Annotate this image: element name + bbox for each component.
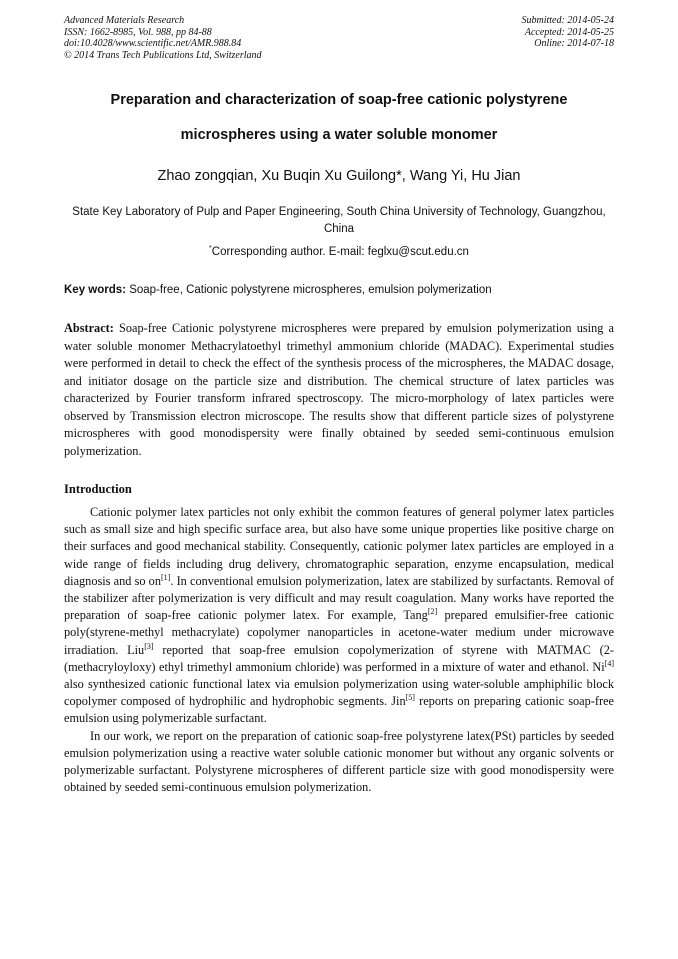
paper-title-line-2: microspheres using a water soluble monomer <box>180 127 498 143</box>
intro-text: Cationic polymer latex particles not only exhibit the common features of general polymer latex particles such as small size and high specific surface area, but also have some unique properties like positive charge on their surfaces and good mechanical stability. Consequently, cationic polymer latex particles are employed in a wide range of fields including drug delivery, chromatographic separation, enzyme encapsulation, medical diagnosis and so on <box>64 505 614 588</box>
citation-ref[interactable]: [2] <box>427 607 438 617</box>
section-heading-introduction: Introduction <box>64 482 132 496</box>
intro-text: . In conventional emulsion polymerization, latex are stabilized by surfactants. Removal of the stabilizer after polymerization is very difficult and may result coagulation. Many works have reported the preparation of soap-free cationic polymer latex. For example, Tang <box>64 573 614 623</box>
journal-doi[interactable]: doi:10.4028/www.scientific.net/AMR.988.84 <box>64 38 242 49</box>
author-list: Zhao zongqian, Xu Buqin Xu Guilong*, Wang Yi, Hu Jian <box>157 168 521 184</box>
journal-name: Advanced Materials Research <box>64 15 185 26</box>
publication-dates <box>522 15 615 50</box>
intro-text: also synthesized cationic functional latex via emulsion polymerization using water-soluble amphiphilic block copolymer composed of hydrophilic and hydrophobic segments. Jin <box>64 677 614 709</box>
citation-ref[interactable]: [3] <box>144 641 154 651</box>
introduction-paragraph-2: In our work, we report on the preparation of cationic soap-free polystyrene latex(PSt) particles by seeded emulsion polymerization using a reactive water soluble cationic monomer but without any organic solvents or polymerizable surfactant. Polystyrene microspheres of different particle size with good monodispersity were obtained by seeded semi-continuous emulsion polymerization. <box>64 728 614 795</box>
abstract <box>64 320 614 460</box>
citation-ref[interactable]: [5] <box>405 693 415 703</box>
abstract-text: Soap-free Cationic polystyrene microspheres were prepared by emulsion polymerization using a water soluble monomer Methacrylatoethyl trimethyl ammonium chloride (MADAC). Experimental studies were performed in detail to check the effect of the synthesis process of the microspheres, the MADAC dosage, and initiator dosage on the particle size and distribution. The chemical structure of latex particles was characterized by Fourier transform infrared spectroscopy. The micro-morphology of latex particles were observed by Transmission electron microscope. The results show that different particle sizes of polystyrene microspheres with good monodispersity were finally obtained by seeded semi-continuous emulsion polymerization. <box>64 321 614 458</box>
paper-title-line-1: Preparation and characterization of soap-free cationic polystyrene <box>110 92 568 108</box>
keywords <box>64 284 614 296</box>
journal-issn: ISSN: 1662-8985, Vol. 988, pp 84-88 <box>64 26 212 38</box>
introduction-body <box>64 504 614 796</box>
intro-text: reported that soap-free emulsion copolymerization of styrene with MATMAC (2-(methacryloyloxy) ethyl trimethyl ammonium chloride) was performed in a mixture of water and ethanol. Ni <box>64 642 614 674</box>
corresponding-mark: * <box>209 245 212 252</box>
intro-text: prepared emulsifier-free cationic poly(styrene-methyl methacrylate) copolymer nanoparticles in acetone-water medium under microwave irradiation. Liu <box>64 608 614 657</box>
intro-text: reports on preparing cationic soap-free emulsion using polymerizable surfactant. <box>64 694 614 726</box>
keywords-text: Soap-free, Cationic polystyrene microspheres, emulsion polymerization <box>126 284 492 296</box>
corresponding-text[interactable]: Corresponding author. E-mail: feglxu@scut.edu.cn <box>211 246 469 258</box>
date-submitted: Submitted: 2014-05-24 <box>521 15 614 26</box>
journal-header <box>64 15 262 61</box>
keywords-label: Key words: <box>64 284 126 296</box>
journal-copyright: © 2014 Trans Tech Publications Ltd, Switzerland <box>64 49 262 61</box>
introduction-paragraph-1 <box>64 504 614 728</box>
date-online: Online: 2014-07-18 <box>534 38 614 49</box>
citation-ref[interactable]: [1] <box>160 572 171 582</box>
abstract-label: Abstract: <box>64 321 114 335</box>
affiliation: State Key Laboratory of Pulp and Paper Engineering, South China University of Technology, Guangzhou, China <box>72 206 606 235</box>
corresponding-author <box>40 245 638 258</box>
citation-ref[interactable]: [4] <box>604 658 614 668</box>
date-accepted: Accepted: 2014-05-25 <box>524 26 614 38</box>
